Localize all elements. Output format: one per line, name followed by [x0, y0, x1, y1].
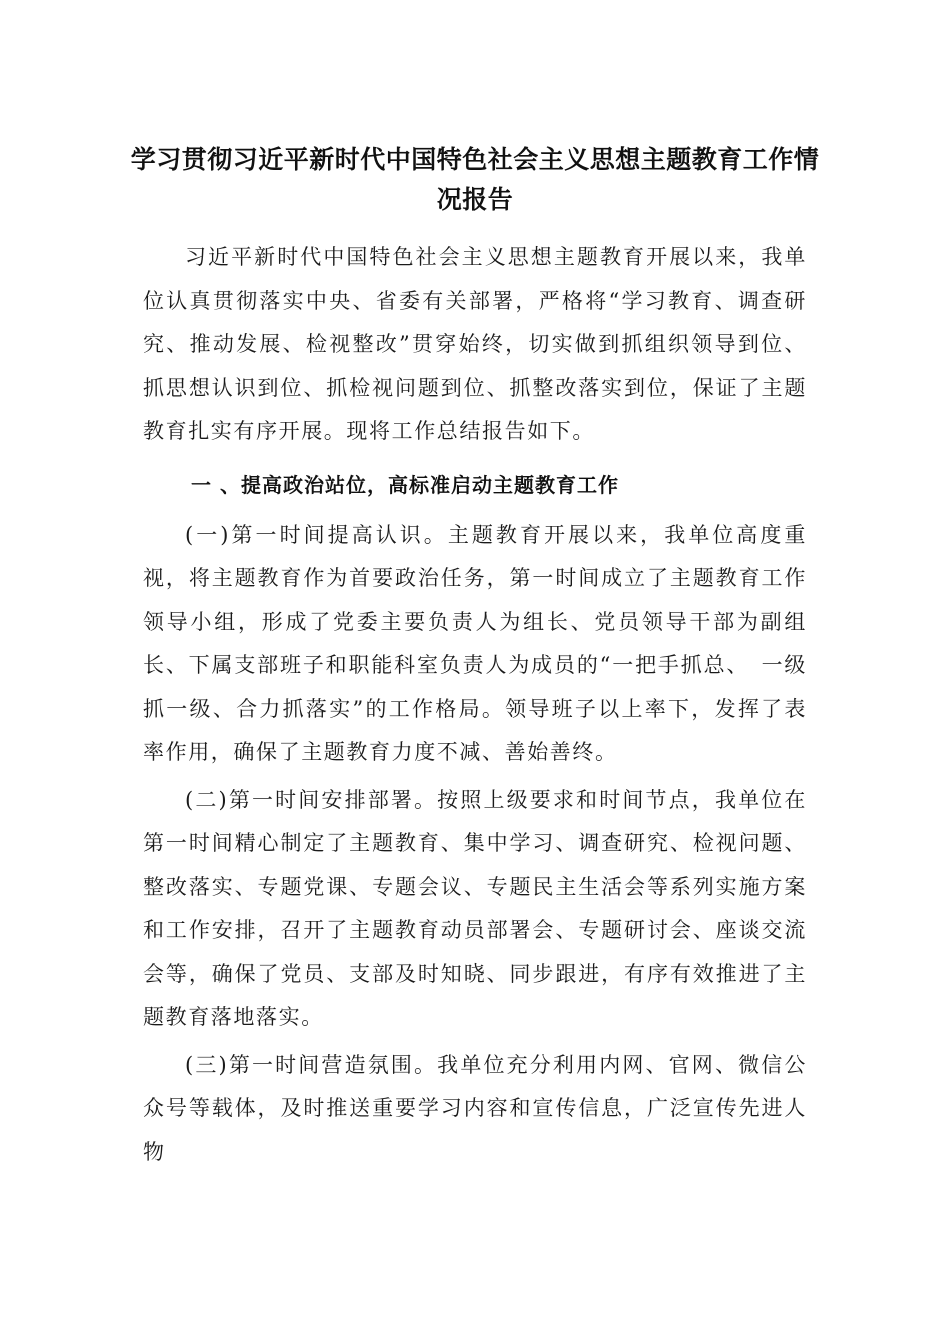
- paragraph-3: (三)第一时间营造氛围。我单位充分利用内网、官网、微信公众号等载体，及时推送重要学习内容和宣传信息，广泛宣传先进人物: [143, 1052, 807, 1164]
- document-title: 学习贯彻习近平新时代中国特色社会主义思想主题教育工作情况报告: [130, 145, 820, 214]
- document-body: [143, 236, 807, 1174]
- paragraph-1: (一)第一时间提高认识。主题教育开展以来，我单位高度重视，将主题教育作为首要政治任务，第一时间成立了主题教育工作领导小组，形成了党委主要负责人为组长、党员领导干部为副组长、下属支部班子和职能科室负责人为成员的“一把手抓总、 一级抓一级、合力抓落实”的工作格局。领导班子以上率下，发挥了表率作用，确保了主题教育力度不减、善始善终。: [143, 522, 807, 764]
- paragraph-2: (二)第一时间安排部署。按照上级要求和时间节点，我单位在第一时间精心制定了主题教育、集中学习、调查研究、检视问题、整改落实、专题党课、专题会议、专题民主生活会等系列实施方案和工作安排，召开了主题教育动员部署会、专题研讨会、座谈交流会等，确保了党员、支部及时知晓、同步跟进，有序有效推进了主题教育落地落实。: [143, 787, 807, 1029]
- intro-paragraph: 习近平新时代中国特色社会主义思想主题教育开展以来，我单位认真贯彻落实中央、省委有关部署，严格将“学习教育、调查研究、推动发展、检视整改”贯穿始终，切实做到抓组织领导到位、抓思想认识到位、抓检视问题到位、抓整改落实到位，保证了主题教育扎实有序开展。现将工作总结报告如下。: [143, 245, 807, 443]
- section-heading: 一 、提高政治站位，高标准启动主题教育工作: [191, 472, 619, 497]
